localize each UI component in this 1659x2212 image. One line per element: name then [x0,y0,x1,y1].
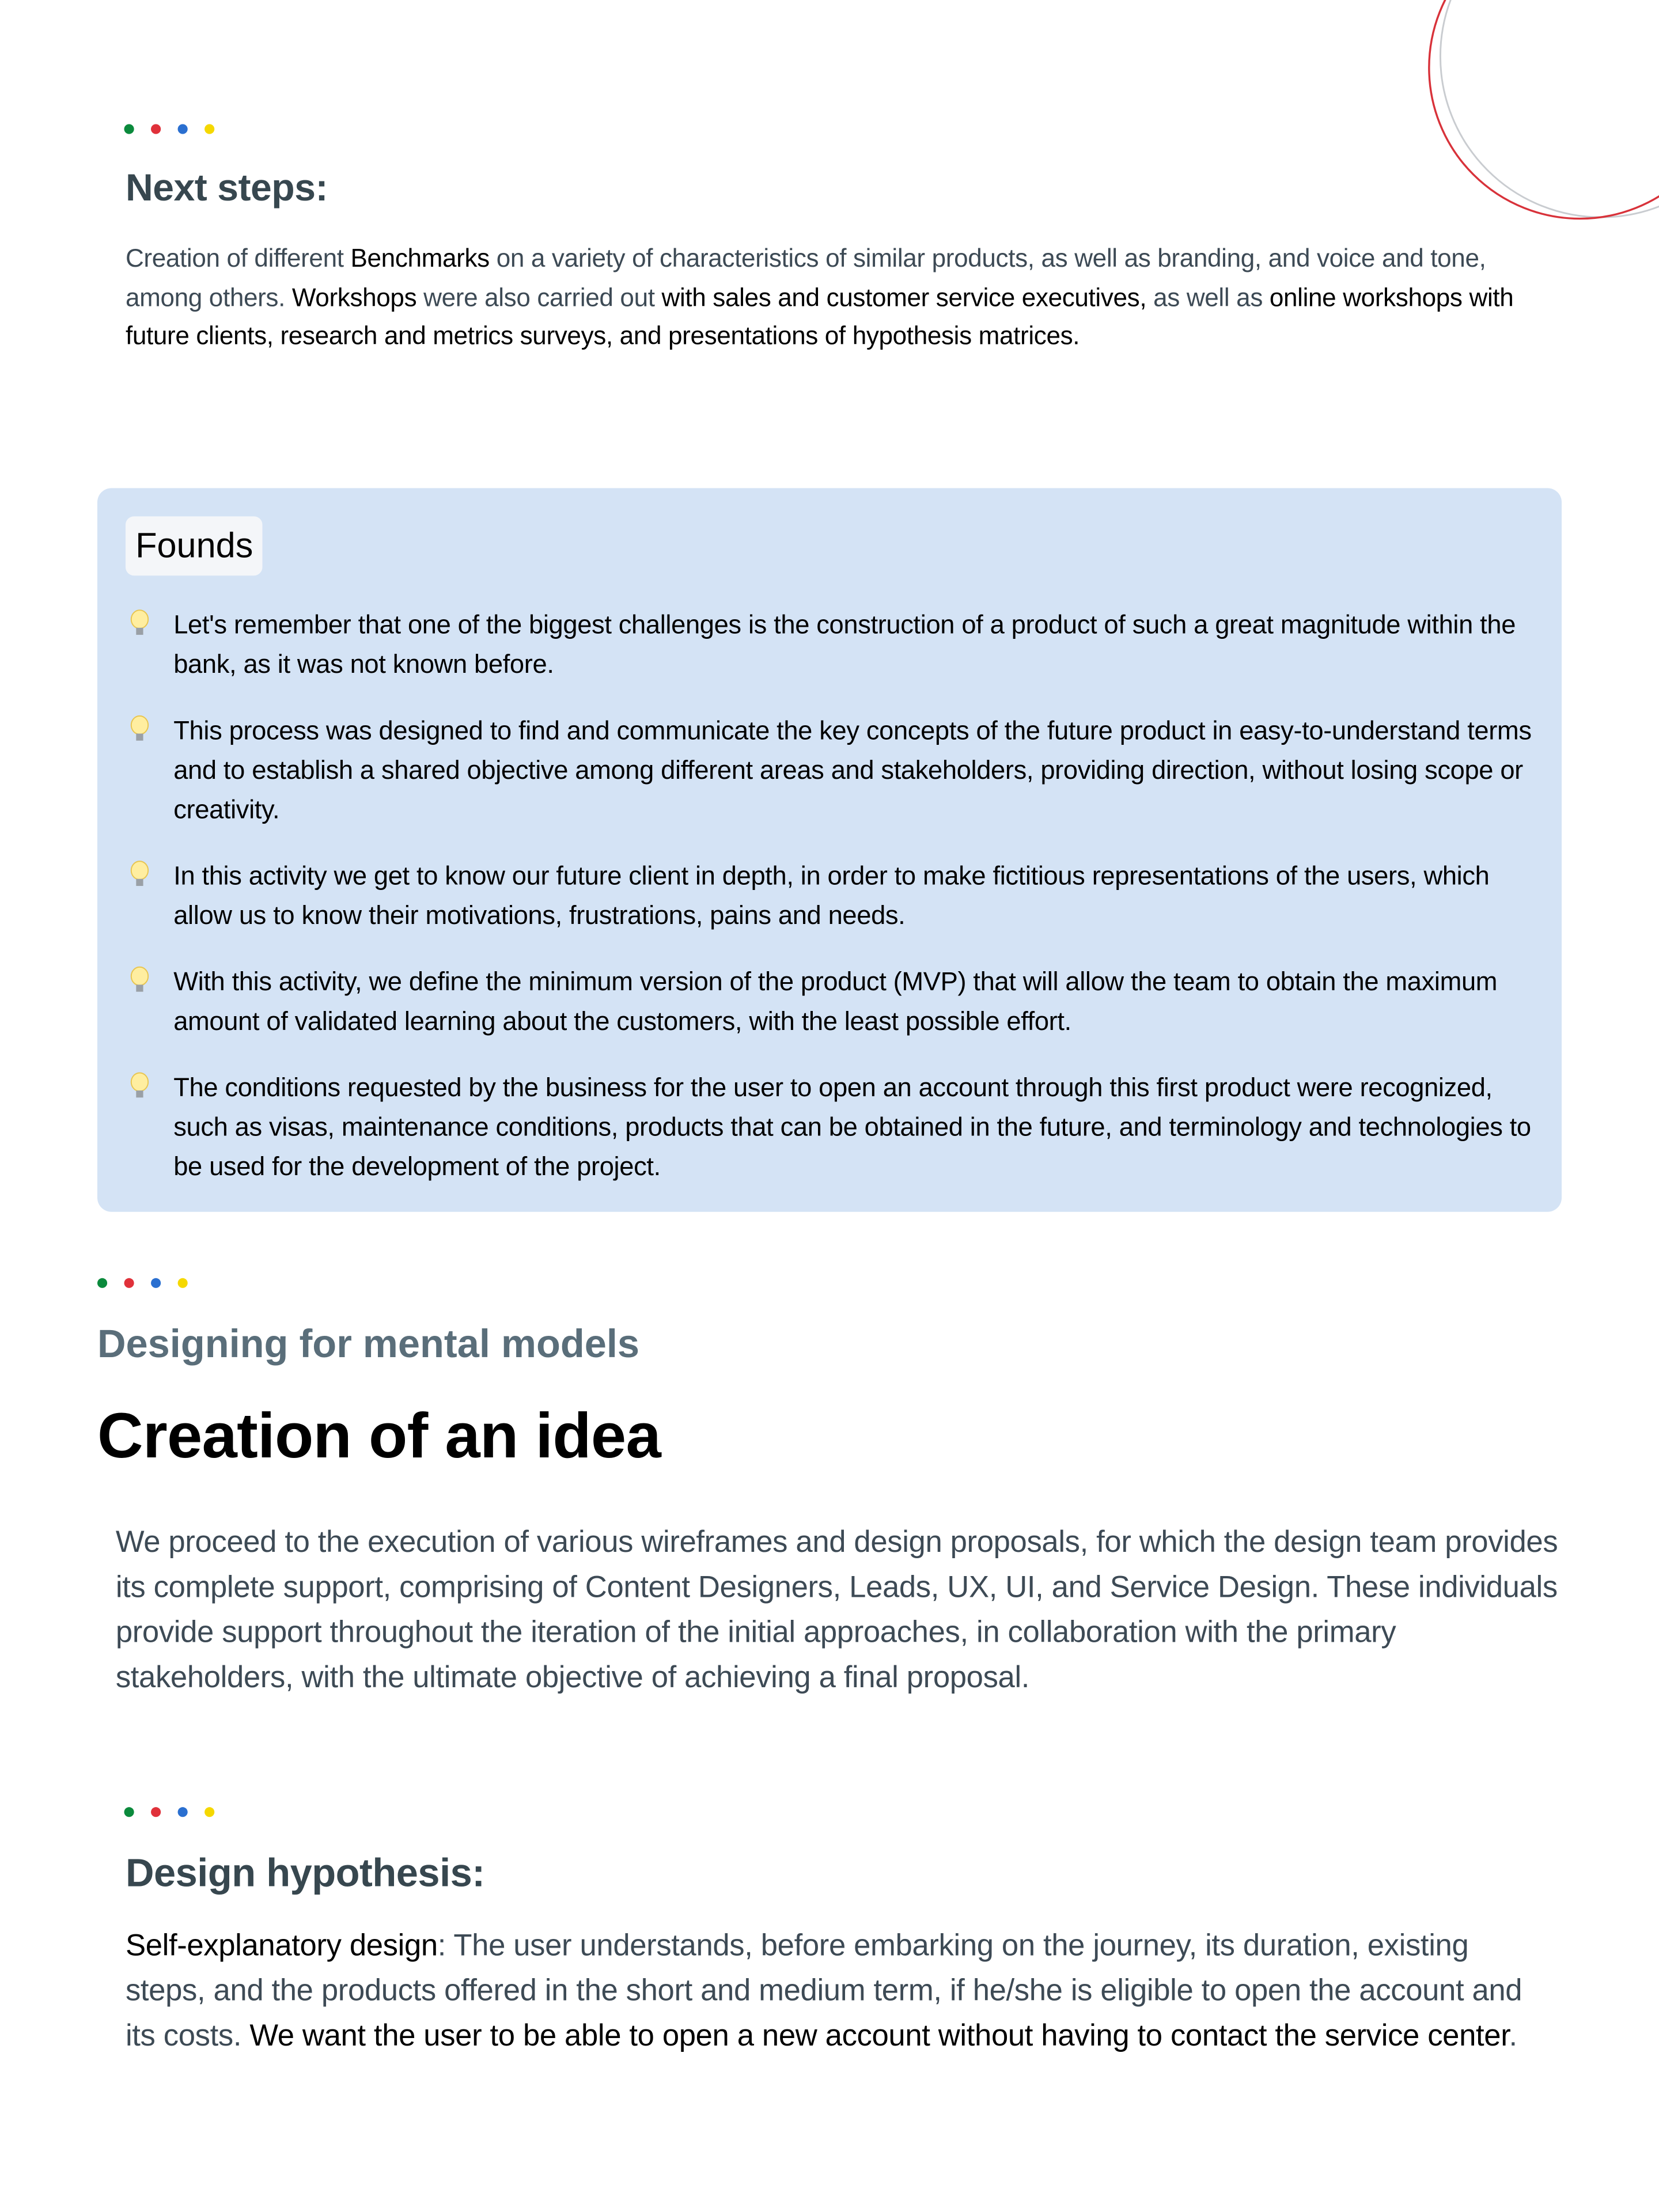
list-item [130,605,1533,684]
list-item [130,711,1533,830]
lightbulb-icon [130,711,173,830]
text-segment: were also carried out [416,283,662,312]
list-item-text: The conditions requested by the business for the user to open an account through this first product were recognized, such as visas, maintenance conditions, products that can be obtained in the future, and terminology and technologies to be used for the development of the project. [173,1072,1531,1181]
list-item [130,962,1533,1041]
lightbulb-icon [130,857,173,935]
next-steps-heading: Next steps: [125,166,328,209]
text-segment: . [1509,2018,1517,2053]
section-title: Creation of an idea [97,1399,661,1472]
text-segment: : The user understands, before embarking on the journey, its duration, existing steps, and the products offered in the short and medium term, if he/she is eligible to open the account and its costs. [125,1928,1522,2053]
bold-segment: online workshops with future clients, research and metrics surveys, and presentations of hypothesis matrices. [125,283,1514,351]
lightbulb-icon [130,962,173,1041]
list-item-text: With this activity, we define the minimum version of the product (MVP) that will allow the team to obtain the maximum amount of validated learning about the customers, with the least possible effort. [173,966,1498,1036]
bold-segment: with sales and customer service executives, [661,283,1147,312]
bold-segment: Benchmarks [350,244,490,272]
color-dots [124,124,215,134]
founds-label: Founds [126,516,263,575]
list-item-text: This process was designed to find and communicate the key concepts of the future product in easy-to-understand terms and to establish a shared objective among different areas and stakeholders, providing direction, without losing scope or creativity. [173,715,1532,824]
decorative-circles [1397,0,1659,240]
founds-list [130,605,1533,1214]
idea-paragraph: We proceed to the execution of various wireframes and design proposals, for which the design team provides its complete support, comprising of Content Designers, Leads, UX, UI, and Service Design. These individuals provide support throughout the iteration of the initial approaches, in collaboration with the primary stakeholders, with the ultimate objective of achieving a final proposal. [115,1525,1558,1695]
dot-green [97,1278,107,1288]
hypothesis-heading: Design hypothesis: [125,1851,485,1895]
dot-blue [178,124,188,134]
hypothesis-paragraph [126,1923,1543,2058]
dot-green [124,1807,134,1817]
lightbulb-icon [130,605,173,684]
text-segment: Creation of different [125,244,351,272]
bold-segment: Workshops [291,283,417,312]
dot-yellow [178,1278,188,1288]
color-dots [124,1807,215,1817]
text-segment: on a variety of characteristics of similar products, as well as branding, and voice and tone, among others. [125,244,1486,312]
dot-red [151,124,161,134]
color-dots [97,1278,188,1288]
dot-blue [151,1278,161,1288]
dot-red [124,1278,134,1288]
list-item [130,1068,1533,1187]
dot-yellow [204,1807,214,1817]
next-steps-paragraph [126,240,1522,357]
list-item [130,857,1533,935]
dot-green [124,124,134,134]
list-item-text: Let's remember that one of the biggest challenges is the construction of a product of such a great magnitude within the bank, as it was not known before. [173,609,1516,679]
bold-segment: Self-explanatory design [125,1928,438,1963]
text-segment: as well as [1146,283,1270,312]
list-item-text: In this activity we get to know our future client in depth, in order to make fictitious representations of the users, which allow us to know their motivations, frustrations, pains and needs. [173,860,1490,930]
section-eyebrow: Designing for mental models [97,1321,640,1366]
bold-segment: We want the user to be able to open a new account without having to contact the service center [249,2018,1509,2053]
dot-red [151,1807,161,1817]
dot-blue [178,1807,188,1817]
dot-yellow [204,124,214,134]
lightbulb-icon [130,1068,173,1187]
